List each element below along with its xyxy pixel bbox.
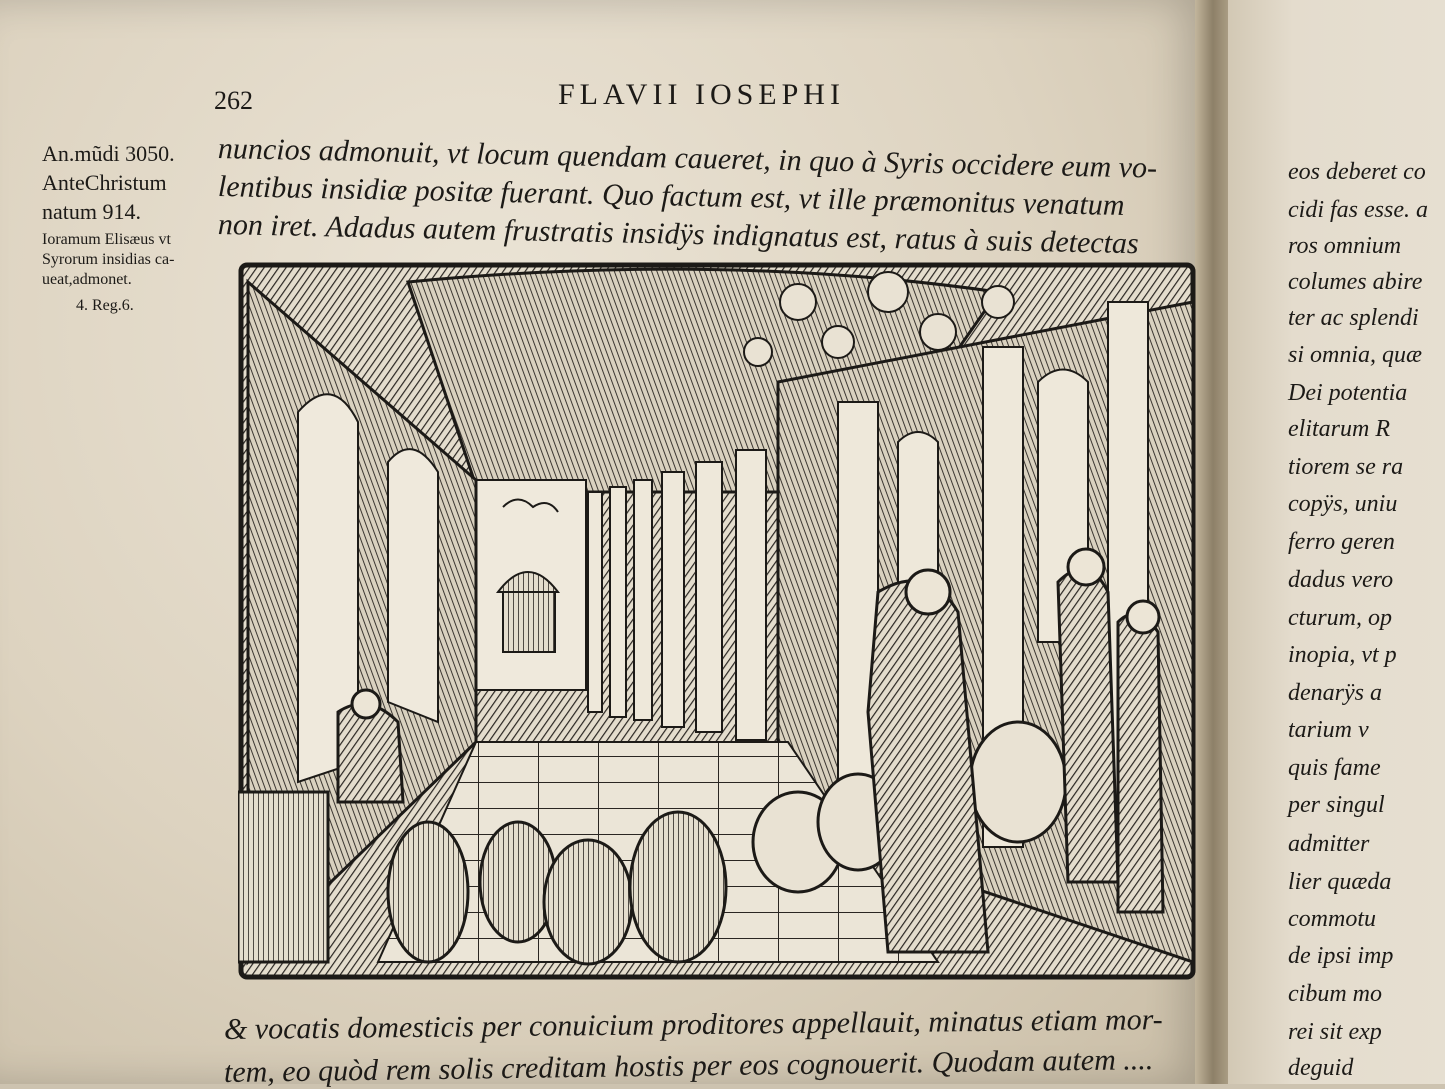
margin-ante-christum: AnteChristum	[42, 170, 167, 195]
right-page-line: cibum mo	[1288, 981, 1382, 1007]
page-number: 262	[214, 86, 253, 115]
body-text-line: & vocatis domesticis per conuicium proditores appellauit, minatus etiam mor-	[223, 1003, 1163, 1046]
right-page-line: ferro geren	[1288, 529, 1395, 555]
right-page-line: lier quæda	[1288, 869, 1392, 895]
right-page-line: de ipsi imp	[1288, 943, 1394, 969]
margin-year: An.mũdi 3050.	[42, 141, 175, 166]
margin-note-line: ueat,admonet.	[42, 271, 132, 288]
right-page-line: elitarum R	[1288, 416, 1390, 442]
right-page-line: deguid	[1288, 1055, 1354, 1081]
right-page-line: columes abire	[1288, 269, 1423, 295]
right-page-line: dadus vero	[1288, 567, 1394, 593]
margin-note-line: Ioramum Elisæus vt	[42, 231, 171, 248]
right-page-line: denarÿs a	[1288, 680, 1382, 706]
body-text-line: non iret. Adadus autem frustratis insidÿs indignatus est, ratus à suis detectas	[217, 208, 1140, 261]
right-page-line: admitter	[1288, 831, 1370, 857]
right-page-line: ros omnium	[1288, 233, 1402, 259]
right-page-line: tiorem se ra	[1288, 454, 1404, 480]
right-page-line: commotu	[1288, 906, 1376, 932]
right-page-line: eos deberet co	[1288, 159, 1426, 185]
body-text-line: tem, eo quòd rem solis creditam hostis per eos cognouerit. Quodam autem ....	[223, 1043, 1154, 1089]
woodcut-illustration	[238, 262, 1196, 980]
body-text-line: lentibus insidiæ positæ fuerant. Quo factum est, vt ille præmonitus venatum	[217, 170, 1125, 222]
body-text-line: nuncios admonuit, vt locum quendam caueret, in quo à Syris occidere eum vo-	[217, 132, 1158, 185]
right-page-line: per singul	[1288, 792, 1385, 818]
margin-note-line: Syrorum insidias ca-	[42, 251, 175, 268]
right-page-line: si omnia, quæ	[1288, 342, 1423, 368]
right-page-line: Dei potentia	[1288, 380, 1408, 406]
margin-note-line: 4. Reg.6.	[76, 297, 134, 314]
running-head: FLAVII IOSEPHI	[558, 78, 845, 111]
right-page-line: copÿs, uniu	[1288, 491, 1398, 517]
right-page-line: quis fame	[1288, 755, 1381, 781]
right-page-line: ter ac splendi	[1288, 305, 1419, 331]
right-page-line: cturum, op	[1288, 605, 1392, 631]
right-page-line: inopia, vt p	[1288, 642, 1397, 668]
right-page-line: tarium v	[1288, 717, 1369, 743]
right-page-line: cidi fas esse. a	[1288, 197, 1428, 223]
right-page-line: rei sit exp	[1288, 1019, 1382, 1045]
margin-natum: natum 914.	[42, 199, 141, 224]
